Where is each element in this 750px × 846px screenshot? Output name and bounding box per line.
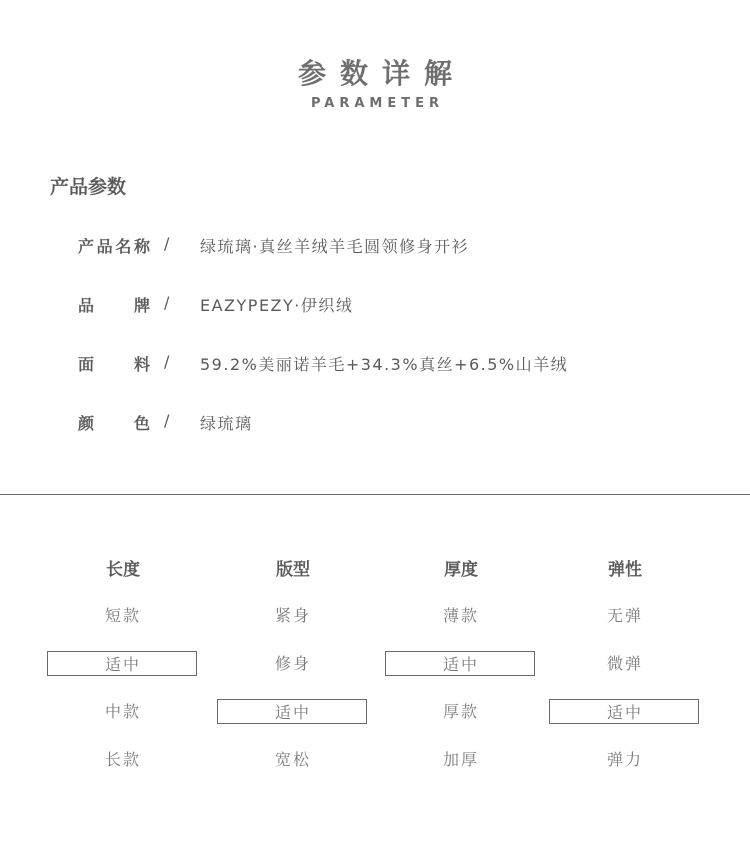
attribute-option: 厚款 <box>442 702 479 721</box>
param-label: 品 牌 <box>78 296 150 315</box>
section-divider <box>0 494 750 495</box>
attribute-option: 紧身 <box>274 606 311 625</box>
attribute-heading: 厚度 <box>444 560 478 580</box>
attribute-heading: 弹性 <box>608 560 642 580</box>
attribute-option: 薄款 <box>442 606 479 625</box>
param-row-brand <box>78 293 738 317</box>
page-subtitle: PARAMETER <box>310 96 445 111</box>
attribute-option: 适中 <box>47 651 197 676</box>
attribute-option: 长款 <box>104 750 141 769</box>
param-label: 颜 色 <box>78 414 150 433</box>
attribute-option: 修身 <box>274 654 311 673</box>
param-value: 59.2%美丽诺羊毛+34.3%真丝+6.5%山羊绒 <box>200 355 569 374</box>
attribute-column-elasticity <box>549 555 701 769</box>
attribute-heading: 长度 <box>106 560 140 580</box>
param-value: 绿琉璃 <box>200 414 253 433</box>
attribute-option: 加厚 <box>442 750 479 769</box>
param-value: 绿琉璃·真丝羊绒羊毛圆领修身开衫 <box>200 237 470 256</box>
page-title: 参数详解 <box>297 57 466 90</box>
param-label: 产 品 名 称 <box>78 237 150 256</box>
param-value: EAZYPEZY·伊织绒 <box>200 296 354 315</box>
attribute-option: 适中 <box>217 699 367 724</box>
section-title: 产品参数 <box>50 176 127 198</box>
param-separator: / <box>164 293 170 312</box>
attribute-option: 适中 <box>385 651 535 676</box>
attribute-option: 宽松 <box>274 750 311 769</box>
attribute-option: 适中 <box>549 699 699 724</box>
param-row-color <box>78 411 738 435</box>
attribute-column-length <box>47 555 199 769</box>
param-separator: / <box>164 411 170 430</box>
attribute-option: 微弹 <box>606 654 643 673</box>
attribute-heading: 版型 <box>276 560 310 580</box>
param-row-name <box>78 234 738 258</box>
param-separator: / <box>164 352 170 371</box>
attribute-column-fit <box>217 555 369 769</box>
attribute-option: 弹力 <box>606 750 643 769</box>
param-row-material <box>78 352 738 376</box>
param-separator: / <box>164 234 170 253</box>
attribute-option: 无弹 <box>606 606 643 625</box>
param-label: 面 料 <box>78 355 150 374</box>
attribute-option: 短款 <box>104 606 141 625</box>
attribute-option: 中款 <box>104 702 141 721</box>
attribute-column-thickness <box>385 555 537 769</box>
